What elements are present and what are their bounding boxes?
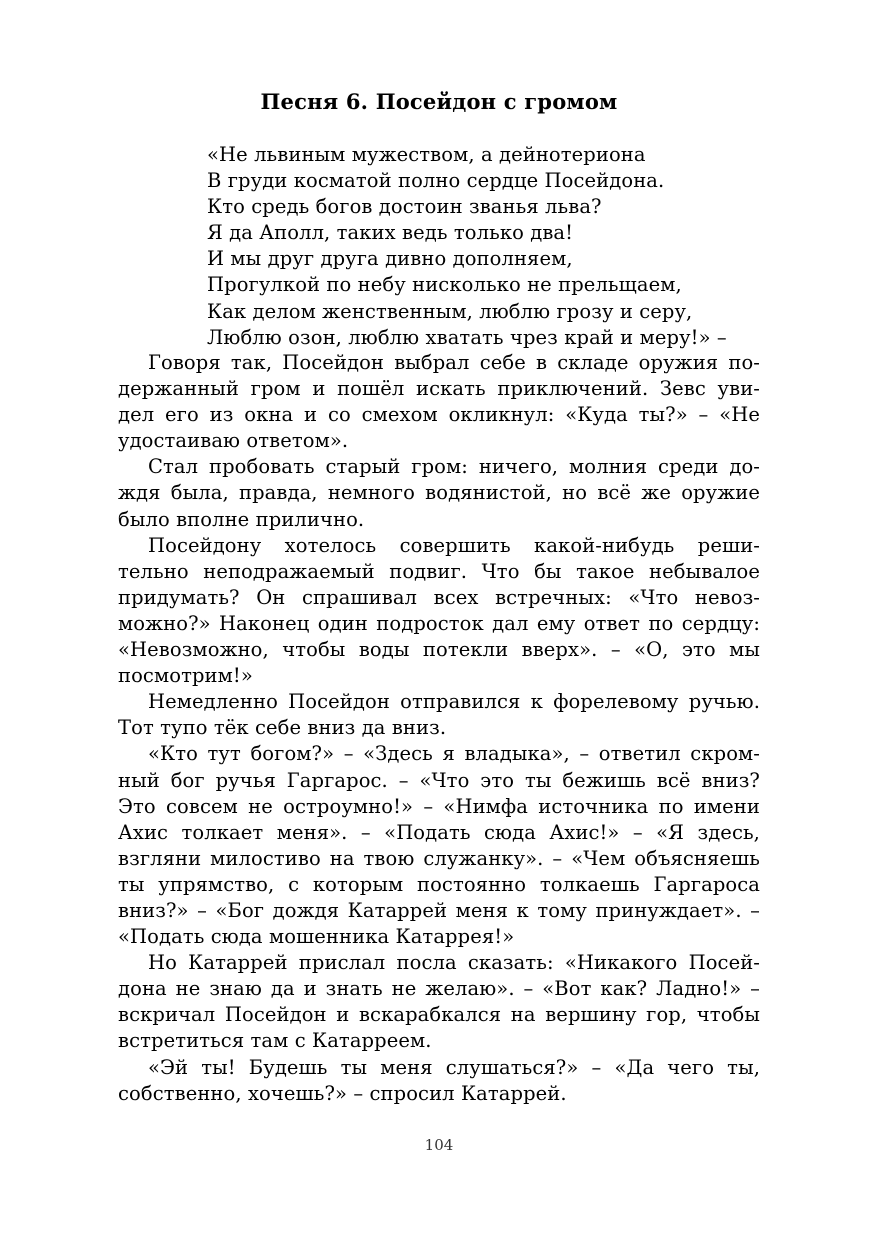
text-line: Стал пробовать старый гром: ничего, молния среди до- [148, 455, 760, 479]
poem-line: Люблю озон, люблю хватать чрез край и меру!» – [207, 325, 727, 349]
text-line: удостаиваю ответом». [118, 429, 349, 453]
text-line: Немедленно Посейдон отправился к форелевому ручью. [148, 690, 760, 714]
poem-block [207, 142, 797, 351]
text-line: взгляни милостиво на твою служанку». – «Чем объясняешь [118, 846, 760, 870]
text-line: Это совсем не остроумно!» – «Нимфа источника по имени [118, 794, 760, 818]
poem-line: Кто средь богов достоин званья льва? [207, 195, 602, 219]
poem-line: Как делом женственным, люблю грозу и серу, [207, 299, 693, 323]
text-line: посмотрим!» [118, 664, 253, 688]
text-line: ный бог ручья Гаргарос. – «Что это ты бежишь всё вниз? [118, 768, 760, 792]
poem-line: В груди косматой полно сердце Посейдона. [207, 169, 665, 193]
text-line: ждя была, правда, немного водянистой, но всё же оружие [118, 481, 760, 505]
poem-line: Я да Аполл, таких ведь только два! [207, 221, 574, 245]
text-line: вскричал Посейдон и вскарабкался на вершину гор, чтобы [118, 1003, 760, 1027]
prose-block [118, 350, 760, 1107]
text-line: «Кто тут богом?» – «Здесь я владыка», – ответил скром- [148, 742, 760, 766]
text-line: дел его из окна и со смехом окликнул: «Куда ты?» – «Не [118, 403, 760, 427]
text-line: Говоря так, Посейдон выбрал себе в складе оружия по- [148, 351, 760, 374]
text-line: держанный гром и пошёл искать приключений. Зевс уви- [118, 377, 760, 401]
poem-line: И мы друг друга дивно дополняем, [207, 247, 573, 271]
text-line: вниз?» – «Бог дождя Катаррей меня к тому принуждает». – [118, 898, 760, 922]
text-line: «Невозможно, чтобы воды потекли вверх». – «О, это мы [118, 638, 760, 662]
text-line: придумать? Он спрашивал всех встречных: «Что невоз- [118, 585, 760, 609]
text-line: Тот тупо тёк себе вниз да вниз. [118, 716, 447, 740]
text-line: тельно неподражаемый подвиг. Что бы такое небывалое [118, 559, 760, 583]
text-line: Посейдону хотелось совершить какой-нибудь реши- [148, 533, 760, 557]
text-line: Но Катаррей прислал посла сказать: «Никакого Посей- [148, 951, 760, 975]
text-line: встретиться там с Катарреем. [118, 1029, 432, 1053]
text-line: ты упрямство, с которым постоянно толкаешь Гаргароса [118, 872, 760, 896]
text-line: Ахис толкает меня». – «Подать сюда Ахис!» – «Я здесь, [118, 820, 760, 844]
poem-line: «Не львиным мужеством, а дейнотериона [207, 143, 646, 166]
text-line: собственно, хочешь?» – спросил Катаррей. [118, 1081, 567, 1105]
poem-line: Прогулкой по небу нисколько не прельщаем, [207, 273, 682, 297]
text-line: «Подать сюда мошенника Катаррея!» [118, 925, 515, 949]
text-line: было вполне прилично. [118, 507, 365, 531]
text-line: можно?» Наконец один подросток дал ему ответ по сердцу: [118, 611, 760, 635]
text-line: «Эй ты! Будешь ты меня слушаться?» – «Да чего ты, [148, 1055, 760, 1079]
text-line: дона не знаю да и знать не желаю». – «Вот как? Ладно!» – [118, 977, 760, 1001]
chapter-title: Песня 6. Посейдон с громом [260, 89, 618, 114]
page-number: 104 [424, 1136, 454, 1154]
